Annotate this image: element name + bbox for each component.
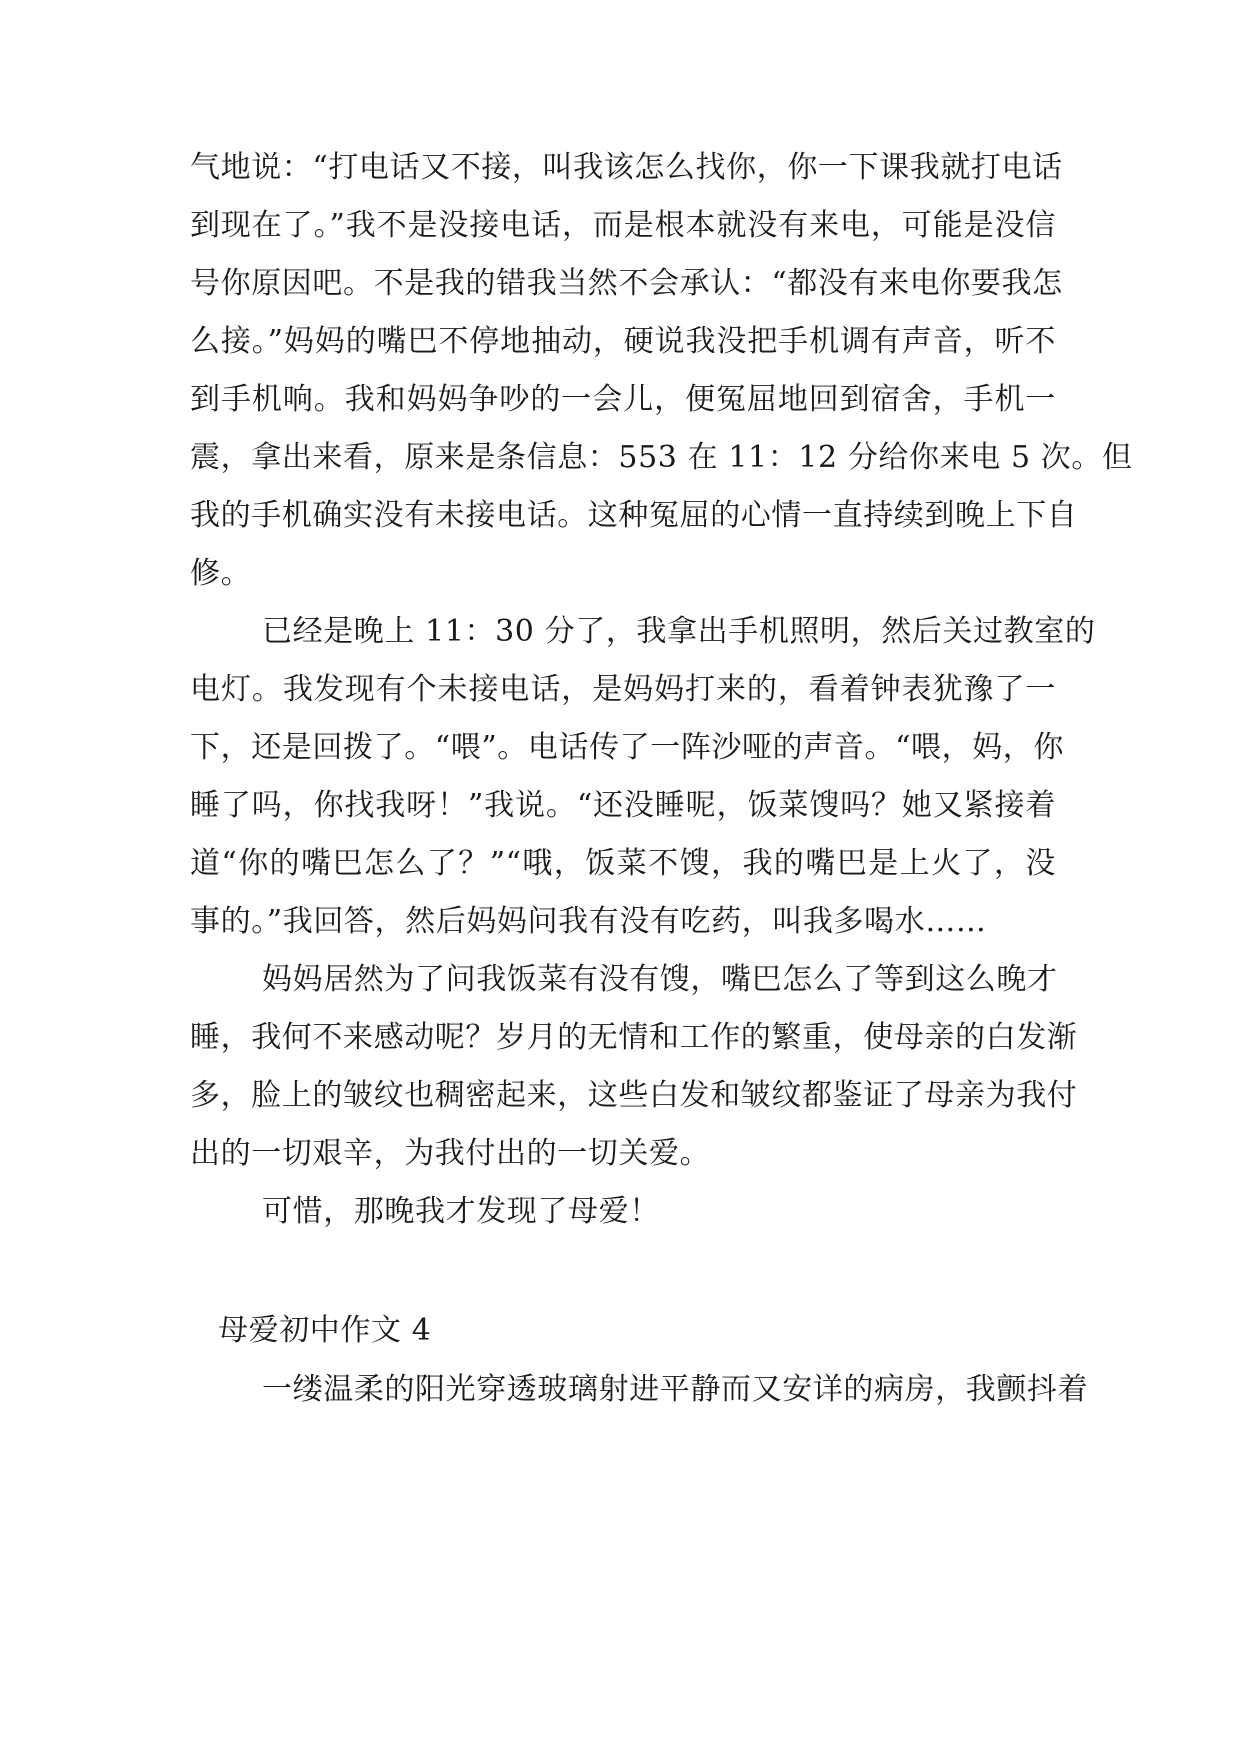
paragraph-line: 一缕温柔的阳光穿透玻璃射进平静而又安详的病房，我颤抖着 — [262, 1372, 1089, 1407]
paragraph-line: 道“你的嘴巴怎么了？”“哦，饭菜不馊，我的嘴巴是上火了，没 — [190, 846, 1056, 881]
paragraph-line: 修。 — [190, 556, 252, 591]
paragraph-line: 我的手机确实没有未接电话。这种冤屈的心情一直持续到晚上下自 — [190, 498, 1078, 533]
paragraph-line: 震，拿出来看，原来是条信息：553 在 11：12 分给你来电 5 次。但 — [190, 440, 1133, 475]
paragraph-line: 电灯。我发现有个未接电话，是妈妈打来的，看着钟表犹豫了一 — [190, 672, 1056, 707]
paragraph-line: 已经是晚上 11：30 分了，我拿出手机照明，然后关过教室的 — [262, 614, 1096, 649]
paragraph-line: 事的。”我回答，然后妈妈问我有没有吃药，叫我多喝水…… — [190, 904, 987, 939]
paragraph-line: 下，还是回拨了。“喂”。电话传了一阵沙哑的声音。“喂，妈，你 — [190, 730, 1065, 765]
paragraph-line: 到手机响。我和妈妈争吵的一会儿，便冤屈地回到宿舍，手机一 — [190, 382, 1056, 417]
paragraph-line: 睡了吗，你找我呀！”我说。“还没睡呢，饭菜馊吗？她又紧接着 — [190, 788, 1056, 823]
paragraph-line: 么接。”妈妈的嘴巴不停地抽动，硬说我没把手机调有声音，听不 — [190, 324, 1056, 359]
paragraph-line: 气地说：“打电话又不接，叫我该怎么找你，你一下课我就打电话 — [190, 150, 1063, 185]
paragraph-line: 到现在了。”我不是没接电话，而是根本就没有来电，可能是没信 — [190, 208, 1056, 243]
paragraph-line: 出的一切艰辛，为我付出的一切关爱。 — [190, 1136, 711, 1171]
section-title: 母爱初中作文 4 — [218, 1313, 432, 1348]
paragraph-line: 多，脸上的皱纹也稠密起来，这些白发和皱纹都鉴证了母亲为我付 — [190, 1078, 1078, 1113]
paragraph-line: 妈妈居然为了问我饭菜有没有馊，嘴巴怎么了等到这么晚才 — [262, 962, 1058, 997]
paragraph-line: 睡，我何不来感动呢？岁月的无情和工作的繁重，使母亲的白发渐 — [190, 1020, 1078, 1055]
paragraph-line: 号你原因吧。不是我的错我当然不会承认：“都没有来电你要我怎 — [190, 266, 1063, 301]
paragraph-line: 可惜，那晚我才发现了母爱！ — [262, 1194, 660, 1229]
